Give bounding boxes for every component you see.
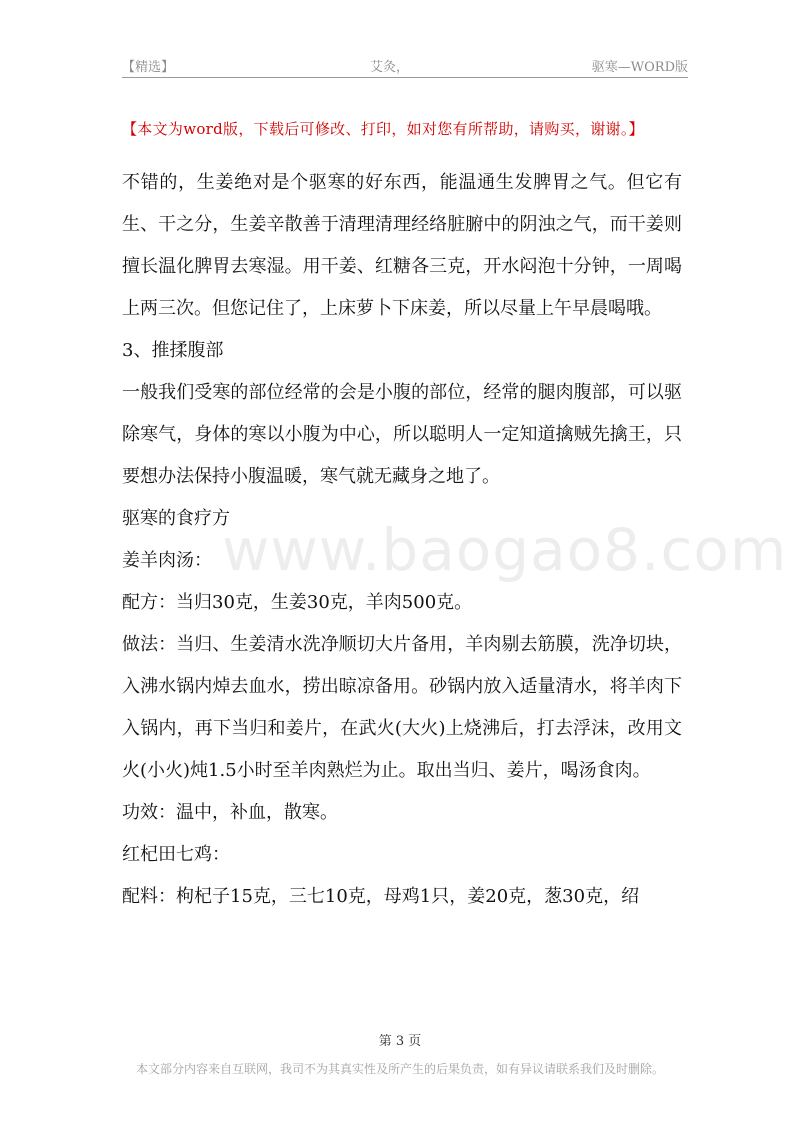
paragraph: 一般我们受寒的部位经常的会是小腹的部位，经常的腿肉腹部，可以驱除寒气，身体的寒以小腹为中心，所以聪明人一定知道擒贼先擒王，只要想办法保持小腹温暖，寒气就无藏身之地了。 [122, 382, 682, 487]
footer-disclaimer: 本文部分内容来自互联网，我司不为其真实性及所产生的后果负责，如有异议请联系我们及时删除。 [135, 1062, 664, 1076]
recipe-method: 做法：当归、生姜清水洗净顺切大片备用，羊肉剔去筋膜，洗净切块，入沸水锅内焯去血水，捞出晾凉备用。砂锅内放入适量清水，将羊肉下入锅内，再下当归和姜片，在武火(大火)上烧沸后，打去浮沫，改用文火(小火)炖1.5小时至羊肉熟烂为止。取出当归、姜片，喝汤食肉。 [122, 634, 682, 781]
page-header [122, 56, 688, 78]
section-heading: 驱寒的食疗方 [122, 508, 230, 529]
header-right-label: 驱寒—WORD版 [591, 60, 688, 75]
recipe-ingredients: 配料：枸杞子15克，三七10克，母鸡1只，姜20克，葱30克，绍 [122, 886, 640, 907]
recipe-title: 姜羊肉汤： [122, 550, 212, 571]
header-divider [122, 77, 688, 78]
page-number: 第 3 页 [378, 1034, 422, 1049]
recipe-effect: 功效：温中，补血，散寒。 [122, 802, 338, 823]
paragraph: 不错的，生姜绝对是个驱寒的好东西，能温通生发脾胃之气。但它有生、干之分，生姜辛散善于清理清理经络脏腑中的阴浊之气，而干姜则擅长温化脾胃去寒湿。用干姜、红糖各三克，开水闷泡十分钟，一周喝上两三次。但您记住了，上床萝卜下床姜，所以尽量上午早晨喝哦。 [122, 172, 682, 319]
watermark: www.baogao8.com [222, 516, 788, 584]
header-center-label: 艾灸， [370, 60, 410, 75]
recipe-ingredients: 配方：当归30克，生姜30克，羊肉500克。 [122, 592, 473, 613]
recipe-title: 红杞田七鸡： [122, 844, 230, 865]
download-notice: 【本文为word版，下载后可修改、打印，如对您有所帮助，请购买，谢谢。】 [122, 120, 644, 138]
header-left-label: 【精选】 [122, 60, 175, 75]
section-heading: 3、推揉腹部 [122, 340, 224, 361]
document-body [122, 162, 682, 918]
